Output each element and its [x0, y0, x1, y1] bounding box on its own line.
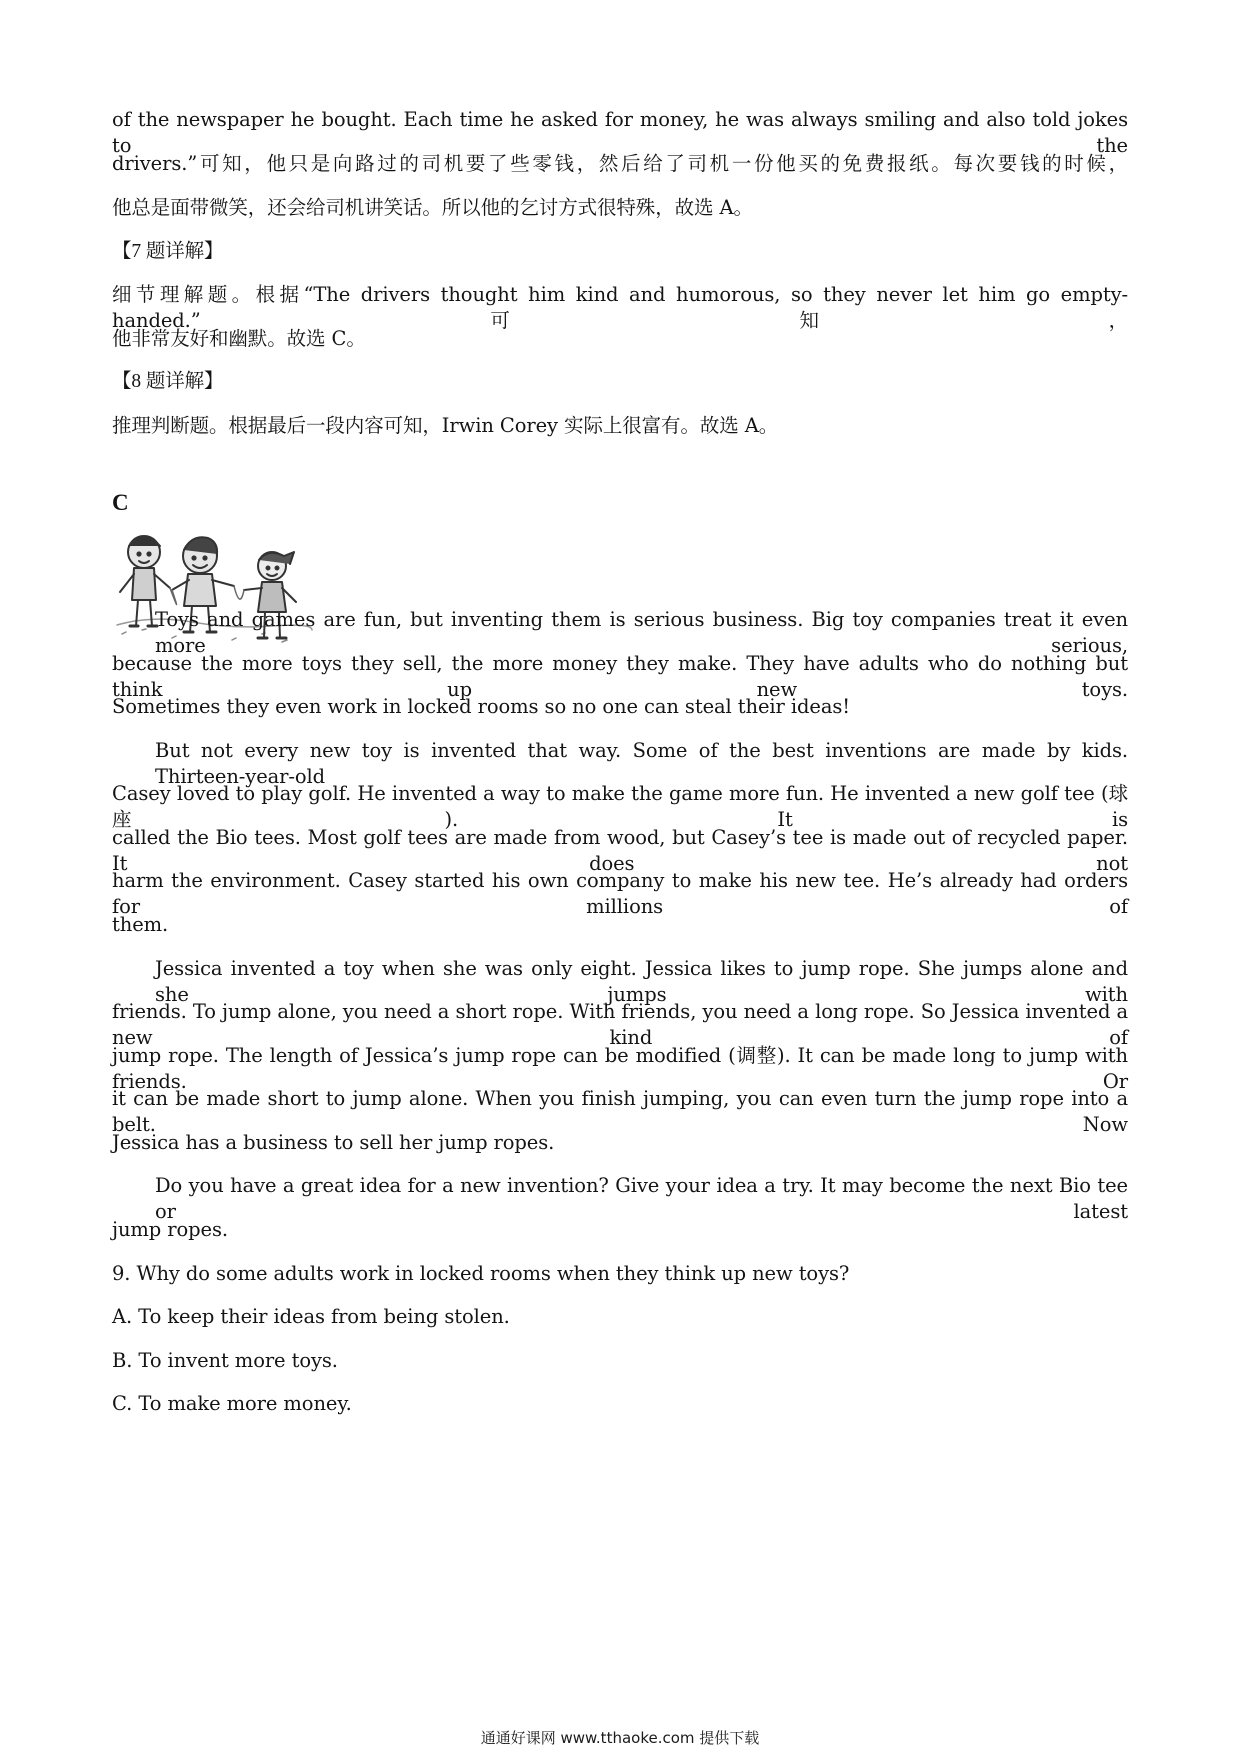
- passage-p3-line-2: friends. To jump alone, you need a short rope. With friends, you need a long rope. So Jessica invented a new kind of: [112, 1000, 1128, 1049]
- question9-option-a: A. To keep their ideas from being stolen.: [112, 1305, 510, 1328]
- answer6-line-1: of the newspaper he bought. Each time he asked for money, he was always smiling and also told jokes to the: [112, 108, 1128, 157]
- passage-p1-line-3: Sometimes they even work in locked rooms so no one can steal their ideas!: [112, 695, 850, 718]
- passage-p4-line-1: Do you have a great idea for a new invention? Give your idea a try. It may become the next Bio tee or latest: [155, 1174, 1128, 1223]
- answer6-line-2: drivers.”可知，他只是向路过的司机要了些零钱，然后给了司机一份他买的免费报纸。每次要钱的时候，: [112, 152, 1128, 175]
- answer8-line-1: 推理判断题。根据最后一段内容可知，Irwin Corey 实际上很富有。故选 A。: [112, 414, 779, 437]
- passage-p3-line-3: jump rope. The length of Jessica’s jump rope can be modified (调整). It can be made long to jump with friends. Or: [112, 1044, 1128, 1093]
- question9-option-b: B. To invent more toys.: [112, 1349, 338, 1372]
- answer6-line-3: 他总是面带微笑，还会给司机讲笑话。所以他的乞讨方式很特殊，故选 A。: [112, 196, 753, 219]
- question9-option-c: C. To make more money.: [112, 1392, 352, 1415]
- passage-p2-line-2: Casey loved to play golf. He invented a way to make the game more fun. He invented a new golf tee (球座). It is: [112, 782, 1128, 831]
- answer7-line-2: 他非常友好和幽默。故选 C。: [112, 327, 366, 350]
- footer-source: 通通好课网 www.tthaoke.com 提供下载: [480, 1729, 760, 1747]
- passage-p2-line-3: called the Bio tees. Most golf tees are made from wood, but Casey’s tee is made out of recycled paper. It does not: [112, 826, 1128, 875]
- answer7-line-1: 细节理解题。根据“The drivers thought him kind and humorous, so they never let him go empty-handed.”可知，: [112, 283, 1128, 332]
- passage-p1-line-2: because the more toys they sell, the more money they make. They have adults who do nothing but think up new toys.: [112, 652, 1128, 701]
- passage-p2-line-4: harm the environment. Casey started his own company to make his new tee. He’s already had orders for millions of: [112, 869, 1128, 918]
- passage-p2-line-5: them.: [112, 913, 169, 936]
- passage-p3-line-4: it can be made short to jump alone. When you finish jumping, you can even turn the jump rope into a belt. Now: [112, 1087, 1128, 1136]
- question9-stem: 9. Why do some adults work in locked rooms when they think up new toys?: [112, 1262, 850, 1285]
- passage-p1-line-1: Toys and games are fun, but inventing them is serious business. Big toy companies treat it even more serious,: [155, 608, 1128, 657]
- passage-p3-line-1: Jessica invented a toy when she was only eight. Jessica likes to jump rope. She jumps alone and she jumps with: [155, 957, 1128, 1006]
- passage-p3-line-5: Jessica has a business to sell her jump ropes.: [112, 1131, 555, 1154]
- passage-p4-line-2: jump ropes.: [112, 1218, 228, 1241]
- q8-heading: 【8 题详解】: [112, 371, 224, 392]
- q7-heading: 【7 题详解】: [112, 241, 224, 262]
- section-letter: C: [112, 490, 129, 515]
- passage-p2-line-1: But not every new toy is invented that way. Some of the best inventions are made by kids. Thirteen-year-old: [155, 739, 1128, 788]
